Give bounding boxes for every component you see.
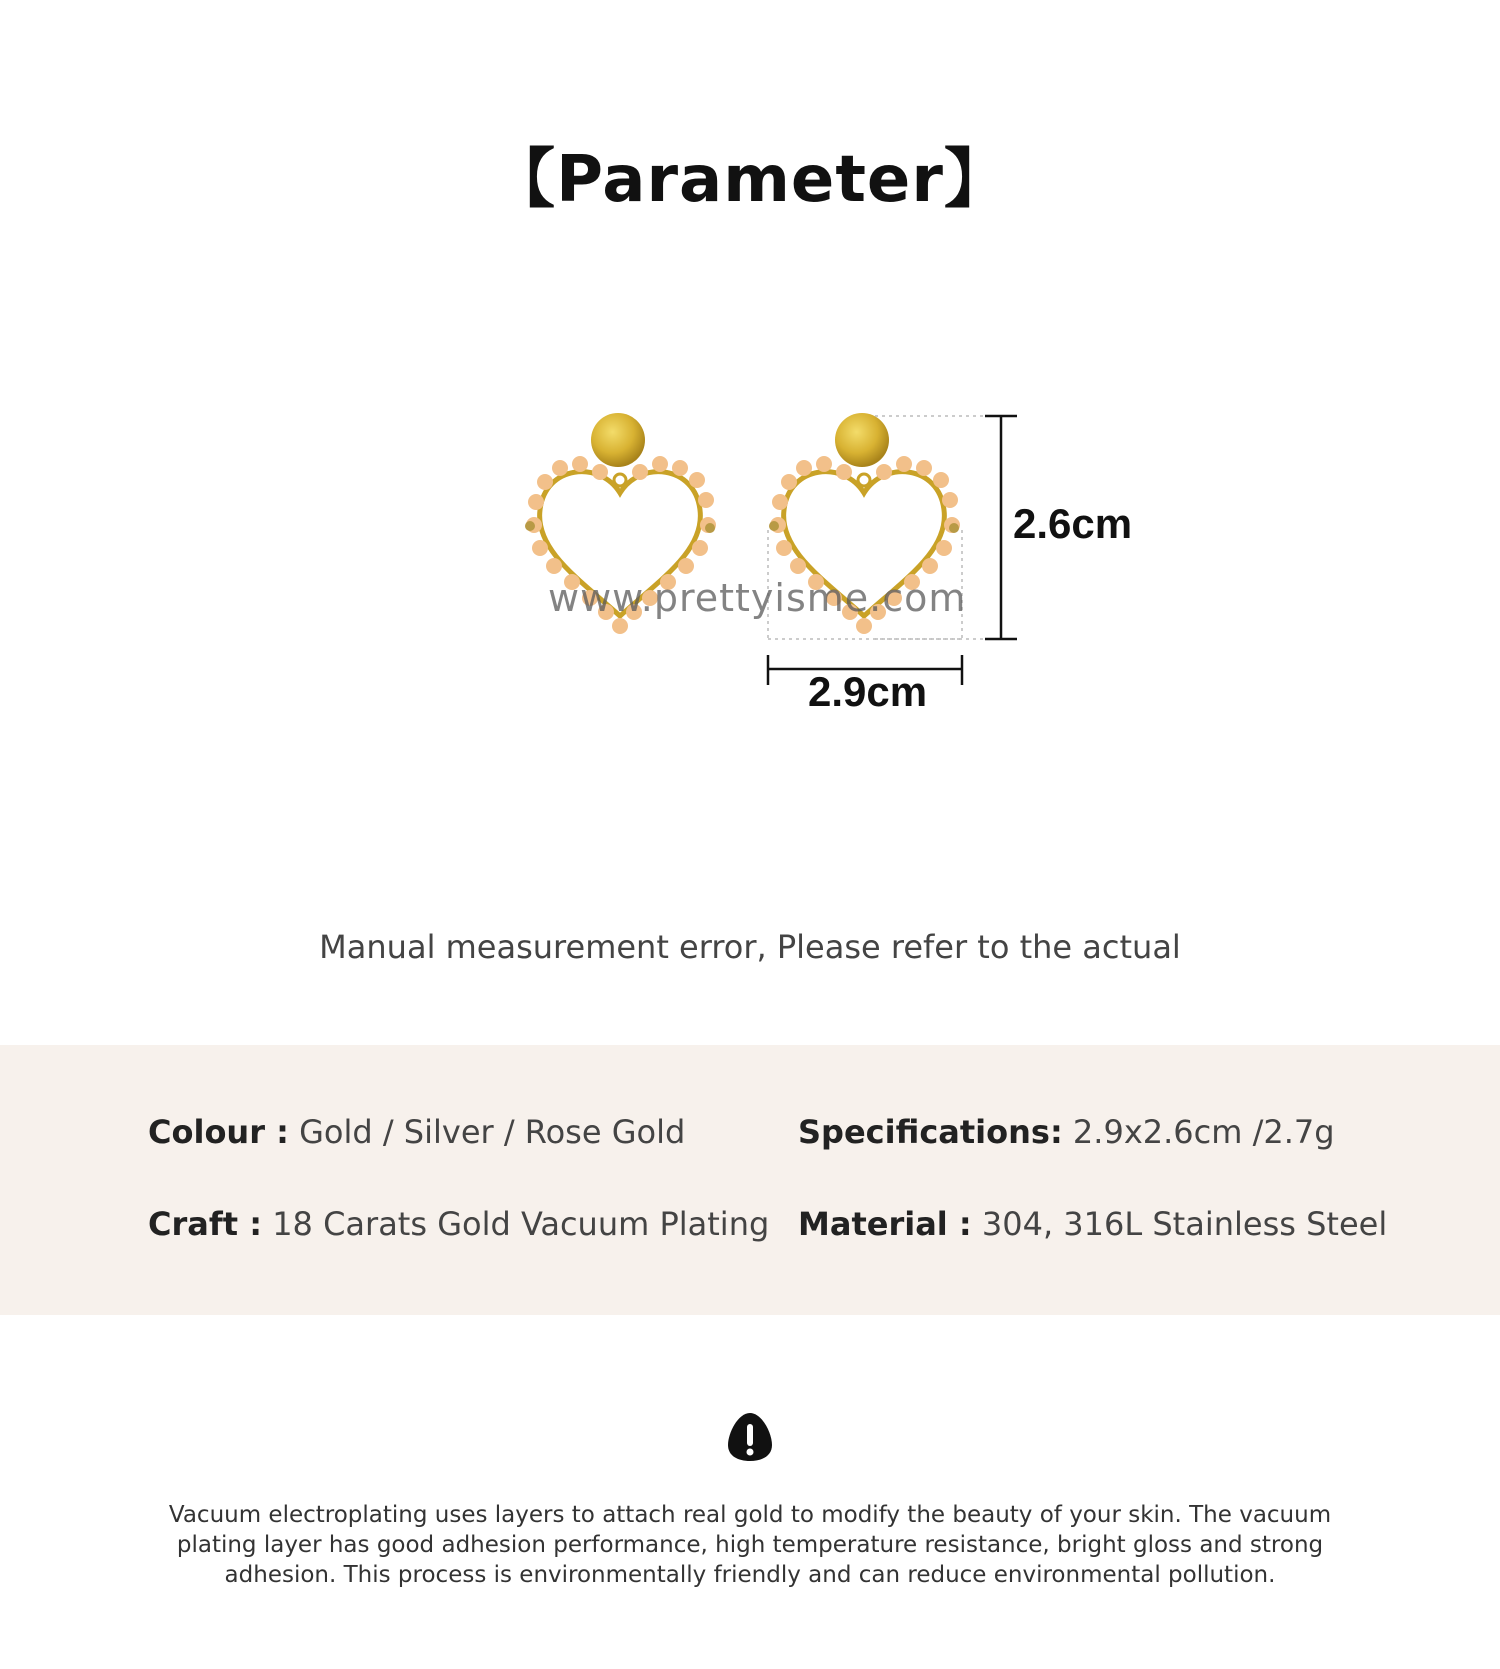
spec-colour-value: Gold / Silver / Rose Gold [299,1113,686,1151]
spec-colour-label: Colour : [148,1113,289,1151]
height-label: 2.6cm [1013,500,1133,547]
width-label: 2.9cm [808,668,928,715]
watermark: www.prettyisme.com [548,576,967,620]
spec-material [798,1205,1387,1243]
spec-material-label: Material : [798,1205,972,1243]
measurement-note: Manual measurement error, Please refer to the actual [319,928,1181,966]
spec-craft [148,1205,769,1243]
exclamation-icon [726,1411,774,1467]
spec-colour [148,1113,685,1151]
specs-panel [0,1045,1500,1315]
right-stud-disc [835,413,889,467]
spec-craft-value: 18 Carats Gold Vacuum Plating [272,1205,770,1243]
spec-specifications-value: 2.9x2.6cm /2.7g [1072,1113,1335,1151]
page-title: 【Parameter】 [491,143,1009,217]
spec-specifications-label: Specifications: [798,1113,1063,1151]
earrings-illustration [0,380,1500,720]
spec-material-value: 304, 316L Stainless Steel [981,1205,1388,1243]
earring-figure [0,380,1500,720]
spec-craft-label: Craft : [148,1205,263,1243]
left-stud-disc [591,413,645,467]
plating-description: Vacuum electroplating uses layers to attach real gold to modify the beauty of your skin. The vacuum plating layer has good adhesion performance, high temperature resistance, bright gloss and strong adhesion. This process is environmentally friendly and can reduce environmental pollution. [168,1502,1332,1588]
spec-specifications [798,1113,1335,1151]
